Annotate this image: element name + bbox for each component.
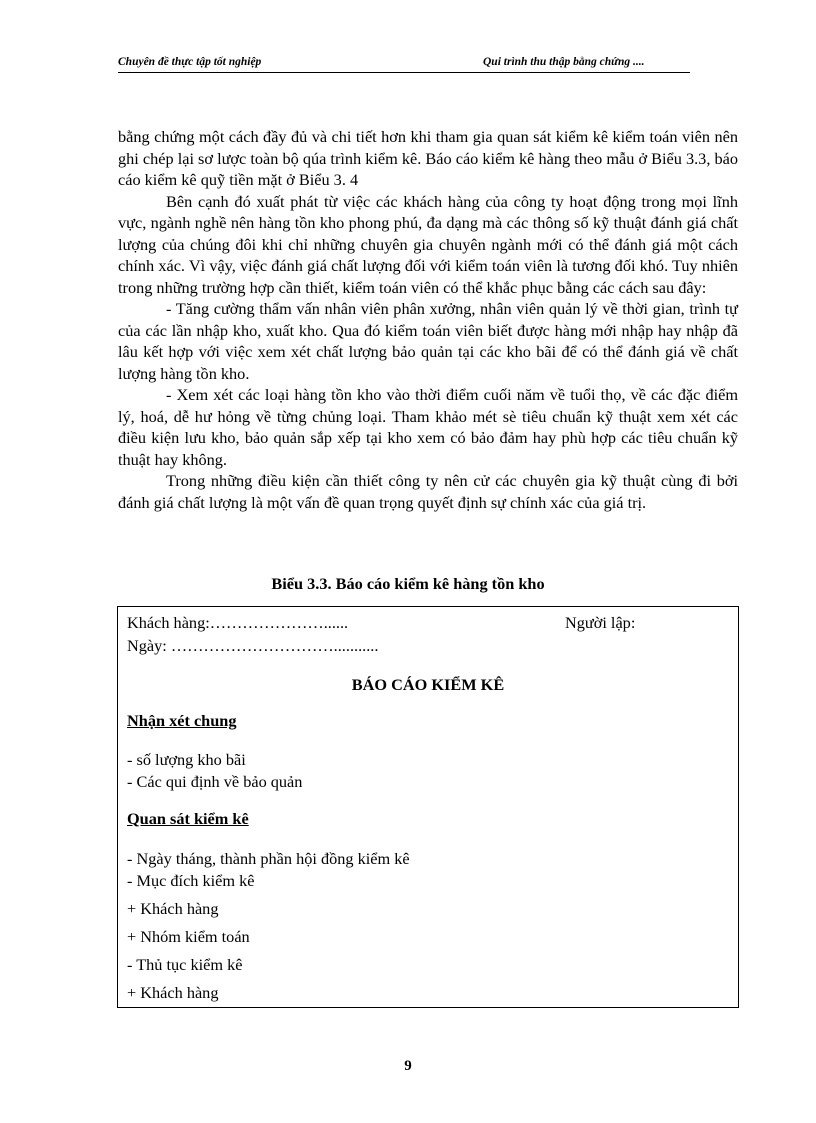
paragraph: bằng chứng một cách đầy đủ và chi tiết hơn khi tham gia quan sát kiểm kê kiểm toán viên nên ghi chép lại sơ lược toàn bộ qúa trình kiểm kê. Báo cáo kiểm kê hàng theo mẫu ở Biểu 3.3, báo cáo kiểm kê quỹ tiền mặt ở Biểu 3. 4 xyxy=(118,127,738,189)
report-title: BÁO CÁO KIỂM KÊ xyxy=(351,675,505,694)
paragraph: Trong những điều kiện cần thiết công ty nên cử các chuyên gia kỹ thuật cùng đi bởi đánh giá chất lượng là một vấn đề quan trọng quyết định sự chính xác của giá trị. xyxy=(118,471,738,512)
list-item: + Nhóm kiểm toán xyxy=(127,927,250,946)
customer-field: Khách hàng:…………………...... xyxy=(127,613,349,632)
list-item: - số lượng kho bãi xyxy=(127,750,246,769)
date-field: Ngày: …………………………........... xyxy=(127,636,379,655)
section-heading: Quan sát kiểm kê xyxy=(127,809,249,828)
paragraph: - Xem xét các loại hàng tồn kho vào thời điểm cuối năm về tuổi thọ, về các đặc điểm lý, hoá, dễ hư hỏng về từng chủng loại. Tham khảo mét sè tiêu chuẩn kỹ thuật xem xét các điều kiện lưu kho, bảo quản sắp xếp tại kho xem có bảo đảm hay phù hợp các tiêu chuẩn kỹ thuật hay không. xyxy=(118,385,738,469)
page-number: 9 xyxy=(404,1058,412,1074)
list-item: - Mục đích kiểm kê xyxy=(127,871,255,890)
paragraph: Bên cạnh đó xuất phát từ việc các khách hàng của công ty hoạt động trong mọi lĩnh vực, ngành nghề nên hàng tồn kho phong phú, đa dạng mà các thông số kỹ thuật đánh giá chất lượng của chúng đôi khi chỉ những chuyên gia chuyên ngành mới có thể đánh giá một cách chính xác. Vì vậy, việc đánh giá chất lượng đối với kiểm toán viên là tương đối khó. Tuy nhiên trong những trường hợp cần thiết, kiểm toán viên có thể khắc phục bằng các cách sau đây: xyxy=(118,191,738,297)
header-right-title: Qui trình thu thập bằng chứng .... xyxy=(483,56,645,68)
section-heading: Nhận xét chung xyxy=(127,711,237,730)
table-caption: Biểu 3.3. Báo cáo kiểm kê hàng tồn kho xyxy=(271,574,545,593)
preparer-field: Người lập: xyxy=(565,613,636,632)
header-left-title: Chuyên đề thực tập tốt nghiệp xyxy=(118,56,262,68)
page-header xyxy=(118,56,690,73)
paragraph: - Tăng cường thẩm vấn nhân viên phân xưởng, nhân viên quản lý về thời gian, trình tự của các lần nhập kho, xuất kho. Qua đó kiểm toán viên biết được hàng mới nhập hay nhập đã lâu kết hợp với việc xem xét chất lượng bảo quản tại các kho bãi để có thể đánh giá về chất lượng hàng tồn kho. xyxy=(118,299,738,383)
list-item: + Khách hàng xyxy=(127,983,219,1002)
list-item: - Các qui định về bảo quản xyxy=(127,772,303,791)
list-item: - Ngày tháng, thành phần hội đồng kiểm kê xyxy=(127,849,410,868)
list-item: - Thủ tục kiểm kê xyxy=(127,955,243,974)
body-text xyxy=(118,126,738,513)
inventory-report-form xyxy=(117,606,739,1008)
list-item: + Khách hàng xyxy=(127,899,219,918)
